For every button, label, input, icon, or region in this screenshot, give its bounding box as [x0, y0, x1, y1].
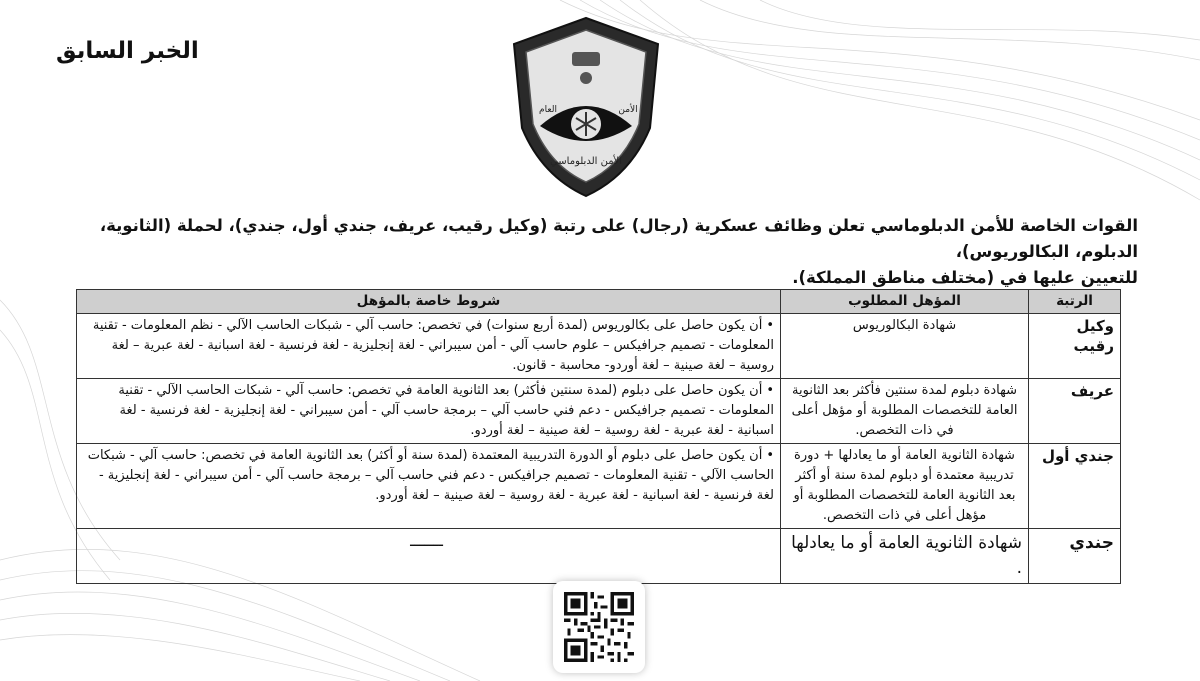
qualification-cell: شهادة الثانوية العامة أو ما يعادلها . — [781, 529, 1029, 584]
rank-cell: وكيل رقيب — [1029, 314, 1121, 379]
previous-news-label: الخبر السابق — [56, 38, 199, 64]
rank-cell: جندي أول — [1029, 444, 1121, 529]
jobs-table — [76, 289, 1121, 584]
qualification-cell: شهادة الثانوية العامة أو ما يعادلها + دورة تدريبية معتمدة أو دبلوم لمدة سنة أو أكثر بعد الثانوية العامة للتخصصات المطلوبة أو مؤهل أعلى في ذات التخصص. — [781, 444, 1029, 529]
header-qualification: المؤهل المطلوب — [781, 290, 1029, 314]
diplomatic-security-shield-icon — [510, 16, 662, 198]
table-header-row — [77, 290, 1121, 314]
table-row — [77, 379, 1121, 444]
table-row — [77, 529, 1121, 584]
conditions-cell — [77, 529, 781, 584]
bullet-icon: • — [766, 383, 774, 398]
qualification-cell: شهادة البكالوريوس — [781, 314, 1029, 379]
bullet-icon: • — [766, 448, 774, 463]
bullet-icon: • — [766, 318, 774, 333]
announcement-headline — [48, 213, 1138, 291]
table-row — [77, 314, 1121, 379]
rank-cell: جندي — [1029, 529, 1121, 584]
rank-cell: عريف — [1029, 379, 1121, 444]
conditions-text: أن يكون حاصل على دبلوم (لمدة سنتين فأكثر) بعد الثانوية العامة في تخصص: حاسب آلي - شبكات الحاسب الآلي - تقنية المعلومات - تصميم جرافيكس - دعم فني حاسب آلي – برمجة حاسب آلي - أمن سيبراني - لغة إنجليزية - لغة فرنسية - لغة اسبانية - لغة عبرية - لغة روسية – لغة صينية – لغة أوردو. — [118, 383, 774, 438]
qualification-cell: شهادة دبلوم لمدة سنتين فأكثر بعد الثانوية العامة للتخصصات المطلوبة أو مؤهل أعلى في ذات التخصص. — [781, 379, 1029, 444]
emblem-text-diplomatic: الأمن الدبلوماسي — [549, 156, 623, 167]
announcement-line-2: للتعيين عليها في (مختلف مناطق المملكة). — [792, 268, 1138, 287]
emblem-text-security: الأمن — [618, 105, 638, 115]
conditions-text: أن يكون حاصل على بكالوريوس (لمدة أربع سنوات) في تخصص: حاسب آلي - شبكات الحاسب الآلي - نظم المعلومات - تقنية المعلومات - تصميم جرافيكس – علوم حاسب آلي - أمن سيبراني - لغة إنجليزية - لغة فرنسية - لغة اسبانية - لغة عبرية – لغة روسية – لغة صينية – لغة أوردو- محاسبة - قانون. — [92, 318, 774, 373]
conditions-text: ـــــــ — [410, 531, 443, 550]
conditions-cell — [77, 314, 781, 379]
conditions-cell — [77, 379, 781, 444]
emblem-text-general: العام — [539, 105, 557, 115]
announcement-line-1: القوات الخاصة للأمن الدبلوماسي تعلن وظائف عسكرية (رجال) على رتبة (وكيل رقيب، عريف، جندي أول، جندي)، لحملة (الثانوية، الدبلوم، البكالوريوس)، — [99, 216, 1138, 261]
qr-code-graphic — [564, 592, 634, 662]
conditions-text: أن يكون حاصل على دبلوم أو الدورة التدريبية المعتمدة (لمدة سنة أو أكثر) بعد الثانوية العامة في تخصص: حاسب آلي - شبكات الحاسب الآلي - تقنية المعلومات - تصميم جرافيكس - دعم فني حاسب آلي – برمجة حاسب آلي - أمن سيبراني - لغة إنجليزية - لغة فرنسية - لغة اسبانية - لغة عبرية - لغة روسية – لغة صينية – لغة أوردو. — [87, 448, 774, 503]
conditions-cell — [77, 444, 781, 529]
qr-code-icon[interactable] — [553, 581, 645, 673]
header-rank: الرتبة — [1029, 290, 1121, 314]
table-row — [77, 444, 1121, 529]
header-conditions: شروط خاصة بالمؤهل — [77, 290, 781, 314]
